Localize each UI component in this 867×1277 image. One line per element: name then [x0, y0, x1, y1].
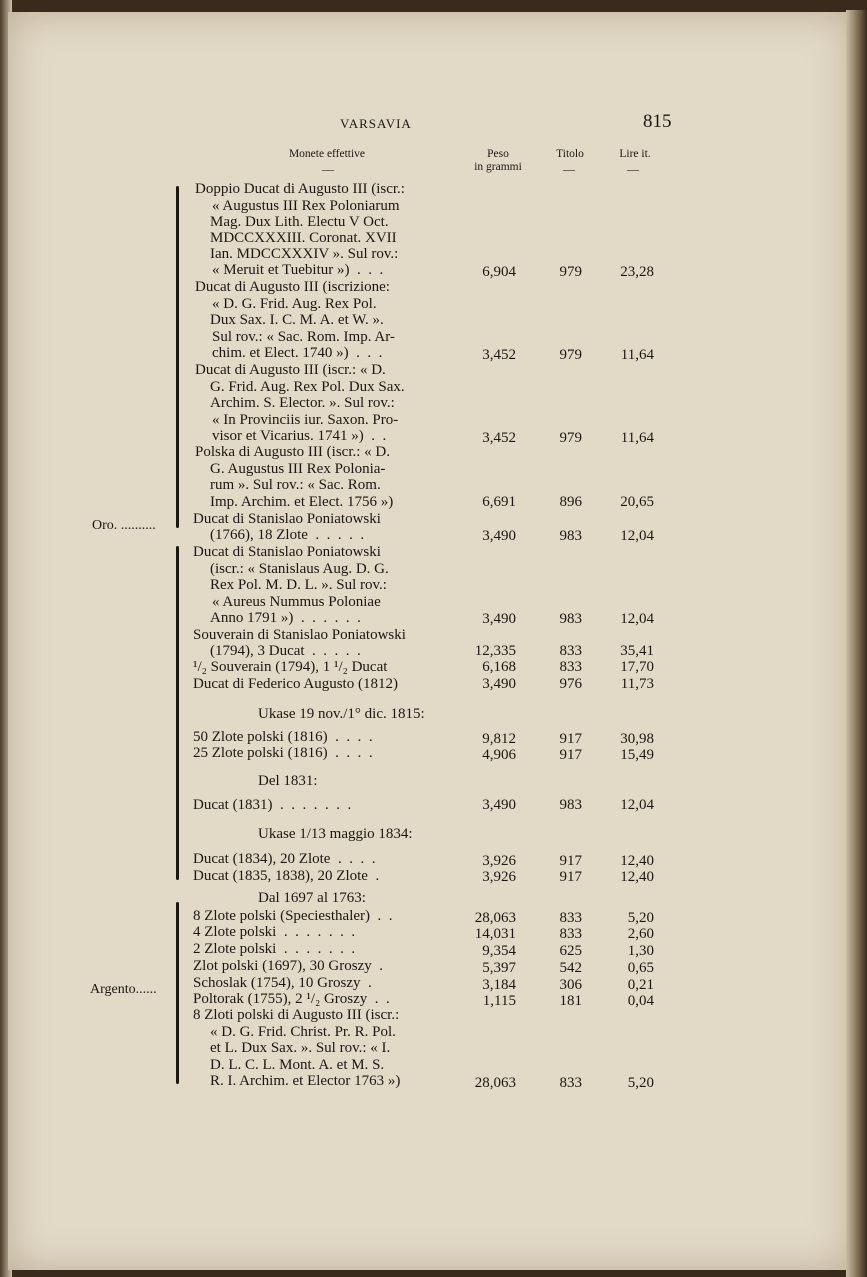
coin-description-line: 8 Zloti polski di Augusto III (iscr.: [193, 1007, 400, 1023]
weight-value: 9,354 [482, 943, 516, 959]
fineness-value: 983 [559, 797, 582, 813]
lire-value: 12,04 [620, 797, 654, 813]
coin-description-line: 4 Zlote polski . . . . . . . [193, 924, 356, 940]
coin-description-line: Archim. S. Elector. ». Sul rov.: [210, 395, 395, 411]
weight-value: 28,063 [474, 910, 516, 926]
column-header-weight-unit: in grammi [474, 161, 522, 173]
coin-description-line: Zlot polski (1697), 30 Groszy . [193, 958, 383, 974]
lire-value: 1,30 [627, 943, 654, 959]
fineness-value: 833 [559, 910, 582, 926]
weight-value: 14,031 [474, 926, 516, 942]
coin-description-line: 2 Zlote polski . . . . . . . [193, 941, 356, 957]
gold-brace-lower [176, 546, 179, 880]
coin-description-line: Anno 1791 ») . . . . . . [210, 610, 361, 626]
coin-description-line: Doppio Ducat di Augusto III (iscr.: [195, 181, 405, 197]
fineness-value: 181 [559, 993, 582, 1009]
lire-value: 11,73 [620, 676, 654, 692]
weight-value: 9,812 [482, 731, 516, 747]
lire-value: 11,64 [620, 430, 654, 446]
coin-description-line: « Meruit et Tuebitur ») . . . [212, 262, 384, 278]
weight-value: 6,691 [482, 494, 516, 510]
fineness-value: 833 [559, 926, 582, 942]
coin-description-line: MDCCXXXIII. Coronat. XVII [210, 230, 397, 246]
page-edge [846, 10, 867, 1277]
fineness-value: 979 [559, 347, 582, 363]
weight-value: 12,335 [474, 643, 516, 659]
fineness-value: 542 [559, 960, 582, 976]
coin-description-line: Ducat di Stanislao Poniatowski [193, 544, 381, 560]
fineness-value: 983 [559, 528, 582, 544]
coin-description-line: Rex Pol. M. D. L. ». Sul rov.: [210, 577, 387, 593]
coin-description-line: Ducat (1835, 1838), 20 Zlote . [193, 868, 380, 884]
coin-description-line: Poltorak (1755), 2 ¹/₂ Groszy . . [193, 991, 390, 1007]
coin-description-line: R. I. Archim. et Elector 1763 ») [210, 1073, 401, 1089]
weight-value: 28,063 [474, 1075, 516, 1091]
fineness-value: 917 [559, 869, 582, 885]
lire-value: 35,41 [620, 643, 654, 659]
fineness-value: 833 [559, 659, 582, 675]
weight-value: 6,904 [482, 264, 516, 280]
fineness-value: 976 [559, 676, 582, 692]
coin-description-line: 8 Zlote polski (Speciesthaler) . . [193, 908, 393, 924]
weight-value: 3,926 [482, 869, 516, 885]
coin-description-line: « D. G. Frid. Christ. Pr. R. Pol. [210, 1024, 396, 1040]
lire-value: 5,20 [627, 910, 654, 926]
coin-description-line: Ukase 1/13 maggio 1834: [258, 826, 413, 842]
column-header-description-dash: — [322, 162, 334, 176]
coin-description-line: Dux Sax. I. C. M. A. et W. ». [210, 312, 384, 328]
fineness-value: 917 [559, 853, 582, 869]
fineness-value: 833 [559, 1075, 582, 1091]
weight-value: 4,906 [482, 747, 516, 763]
lire-value: 5,20 [627, 1075, 654, 1091]
coin-description-line: « Augustus III Rex Poloniarum [212, 198, 400, 214]
lire-value: 0,04 [627, 993, 654, 1009]
lire-value: 0,65 [627, 960, 654, 976]
coin-description-line: Ducat di Augusto III (iscrizione: [195, 279, 390, 295]
weight-value: 3,490 [482, 528, 516, 544]
group-label-silver: Argento...... [90, 982, 157, 997]
running-title: VARSAVIA [340, 116, 412, 131]
coin-description-line: Schoslak (1754), 10 Groszy . [193, 975, 372, 991]
column-header-fineness-dash: — [563, 162, 575, 176]
silver-brace [176, 902, 179, 1084]
coin-description-line: Ian. MDCCXXXIV ». Sul rov.: [210, 246, 399, 262]
coin-description-line: 50 Zlote polski (1816) . . . . [193, 729, 373, 745]
coin-description-line: Ducat di Federico Augusto (1812) [193, 676, 398, 692]
lire-value: 0,21 [627, 977, 654, 993]
lire-value: 12,40 [620, 853, 654, 869]
coin-description-line: visor et Vicarius. 1741 ») . . [212, 428, 387, 444]
weight-value: 3,184 [482, 977, 516, 993]
fineness-value: 306 [559, 977, 582, 993]
coin-description-line: et L. Dux Sax. ». Sul rov.: « I. [210, 1040, 391, 1056]
weight-value: 6,168 [482, 659, 516, 675]
gold-brace-upper [176, 186, 179, 528]
coin-description-line: Ducat di Augusto III (iscr.: « D. [195, 362, 386, 378]
coin-description-line: Dal 1697 al 1763: [258, 890, 366, 906]
coin-description-line: Ukase 19 nov./1° dic. 1815: [258, 706, 425, 722]
fineness-value: 983 [559, 611, 582, 627]
fineness-value: 917 [559, 747, 582, 763]
page-number: 815 [643, 111, 672, 132]
fineness-value: 833 [559, 643, 582, 659]
coin-description-line: chim. et Elect. 1740 ») . . . [212, 345, 383, 361]
fineness-value: 917 [559, 731, 582, 747]
coin-description-line: (1766), 18 Zlote . . . . . [210, 527, 365, 543]
coin-description-line: Imp. Archim. et Elect. 1756 ») [210, 494, 394, 510]
column-header-value-lire: Lire it. [619, 148, 651, 160]
column-header-fineness: Titolo [556, 148, 584, 160]
coin-description-line: G. Augustus III Rex Polonia- [210, 461, 386, 477]
coin-description-line: rum ». Sul rov.: « Sac. Rom. [210, 477, 381, 493]
coin-description-line: Ducat (1834), 20 Zlote . . . . [193, 851, 376, 867]
weight-value: 3,490 [482, 611, 516, 627]
column-header-value-lire-dash: — [627, 162, 639, 176]
fineness-value: 979 [559, 264, 582, 280]
lire-value: 30,98 [620, 731, 654, 747]
book-page [8, 12, 851, 1270]
coin-description-line: 25 Zlote polski (1816) . . . . [193, 745, 373, 761]
coin-description-line: Sul rov.: « Sac. Rom. Imp. Ar- [212, 329, 395, 345]
lire-value: 12,04 [620, 528, 654, 544]
coin-description-line: G. Frid. Aug. Rex Pol. Dux Sax. [210, 379, 405, 395]
lire-value: 11,64 [620, 347, 654, 363]
coin-description-line: (iscr.: « Stanislaus Aug. D. G. [210, 561, 389, 577]
lire-value: 2,60 [627, 926, 654, 942]
lire-value: 12,40 [620, 869, 654, 885]
coin-description-line: Souverain di Stanislao Poniatowski [193, 627, 406, 643]
lire-value: 15,49 [620, 747, 654, 763]
fineness-value: 625 [559, 943, 582, 959]
lire-value: 12,04 [620, 611, 654, 627]
coin-description-line: Del 1831: [258, 773, 318, 789]
lire-value: 20,65 [620, 494, 654, 510]
coin-description-line: Ducat di Stanislao Poniatowski [193, 511, 381, 527]
coin-description-line: Mag. Dux Lith. Electu V Oct. [210, 214, 389, 230]
fineness-value: 896 [559, 494, 582, 510]
lire-value: 17,70 [620, 659, 654, 675]
coin-description-line: ¹/₂ Souverain (1794), 1 ¹/₂ Ducat [193, 659, 388, 675]
coin-description-line: D. L. C. L. Mont. A. et M. S. [210, 1057, 385, 1073]
coin-description-line: (1794), 3 Ducat . . . . . [210, 643, 361, 659]
column-header-weight: Peso [487, 148, 509, 160]
coin-description-line: Polska di Augusto III (iscr.: « D. [195, 444, 390, 460]
weight-value: 3,490 [482, 797, 516, 813]
weight-value: 3,926 [482, 853, 516, 869]
coin-description-line: « D. G. Frid. Aug. Rex Pol. [212, 296, 377, 312]
fineness-value: 979 [559, 430, 582, 446]
group-label-gold: Oro. .......... [92, 518, 156, 533]
weight-value: 3,490 [482, 676, 516, 692]
lire-value: 23,28 [620, 264, 654, 280]
weight-value: 5,397 [482, 960, 516, 976]
weight-value: 1,115 [482, 993, 516, 1009]
weight-value: 3,452 [482, 430, 516, 446]
coin-description-line: « In Provinciis iur. Saxon. Pro- [212, 412, 399, 428]
coin-description-line: « Aureus Nummus Poloniae [212, 594, 381, 610]
coin-description-line: Ducat (1831) . . . . . . . [193, 797, 352, 813]
column-header-description: Monete effettive [288, 148, 366, 160]
weight-value: 3,452 [482, 347, 516, 363]
